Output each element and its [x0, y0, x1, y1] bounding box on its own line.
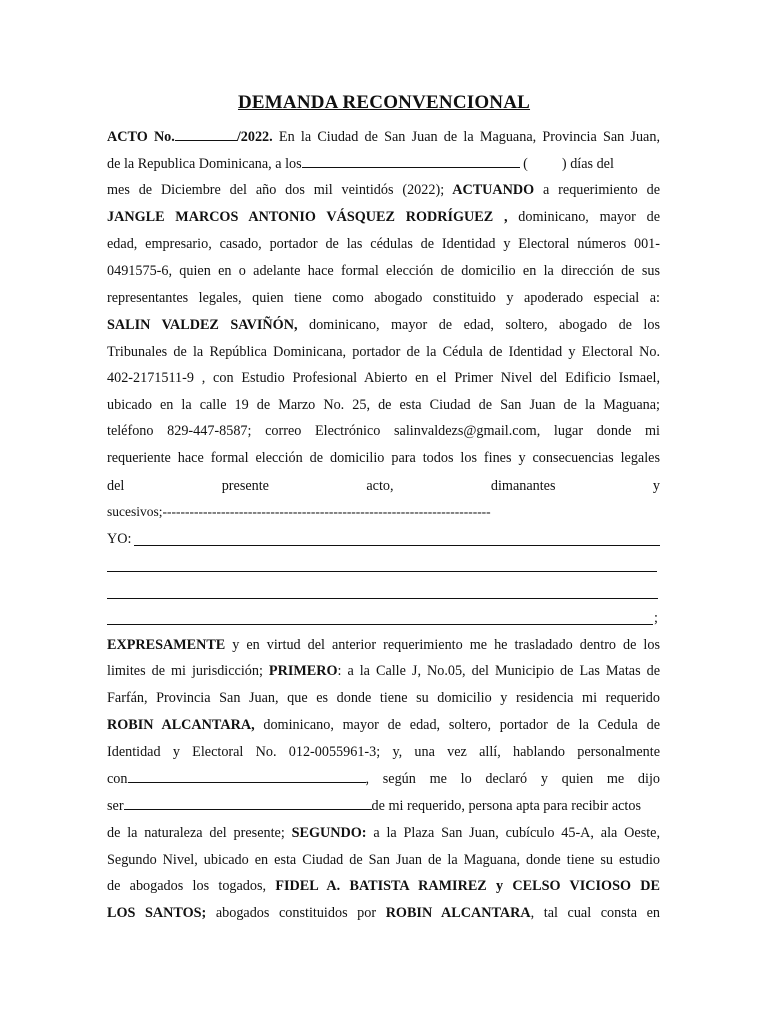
p2-line-7: ser de mi requerido, persona apta para recibir actos	[107, 793, 660, 819]
p1-line-4: JANGLE MARCOS ANTONIO VÁSQUEZ RODRÍGUEZ , dominicano, mayor de	[107, 209, 660, 225]
p1-line-15: sucesivos;-------------------------------------------------------------------------	[107, 504, 491, 519]
p1-line-2: de la Republica Dominicana, a los ( ) días del	[107, 151, 660, 177]
p2-line-6: con , según me lo declaró y quien me dijo	[107, 766, 660, 792]
p1-line-1: ACTO No. /2022. En la Ciudad de San Juan de la Maguana, Provincia San Juan,	[107, 124, 660, 150]
p1-line-13: requeriente hace formal elección de domicilio para todos los fines y consecuencias legales	[107, 450, 660, 466]
p1-line-14: del presente acto, dimanantes y	[107, 478, 660, 494]
yo-label: YO:	[107, 531, 132, 547]
ser-blank	[124, 793, 372, 810]
p1-line-8: SALIN VALDEZ SAVIÑÓN, dominicano, mayor de edad, soltero, abogado de los	[107, 317, 660, 333]
p1-line-6: 0491575-6, quien en o adelante hace formal elección de domicilio en la dirección de sus	[107, 263, 660, 279]
p1-line-12: teléfono 829-447-8587; correo Electrónico salinvaldezs@gmail.com, lugar donde mi	[107, 423, 660, 439]
yo-end-semicolon: ;	[654, 610, 658, 626]
p2-line-4: ROBIN ALCANTARA, dominicano, mayor de edad, soltero, portador de la Cedula de	[107, 717, 660, 733]
p2-line-5: Identidad y Electoral No. 012-0055961-3; y, una vez allí, hablando personalmente	[107, 744, 660, 760]
p2-line-2: limites de mi jurisdicción; PRIMERO: a la Calle J, No.05, del Municipio de Las Matas de	[107, 663, 660, 679]
p1-line-5: edad, empresario, casado, portador de las cédulas de Identidad y Electoral números 001-	[107, 236, 660, 252]
p1-line-9: Tribunales de la República Dominicana, portador de la Cédula de Identidad y Electoral No.	[107, 344, 660, 360]
p1-line-11: ubicado en la calle 19 de Marzo No. 25, de esta Ciudad de San Juan de la Maguana;	[107, 397, 660, 413]
yo-blank-line-1	[134, 545, 660, 546]
p2-line-11: LOS SANTOS; abogados constituidos por ROBIN ALCANTARA, tal cual consta en	[107, 905, 660, 921]
p2-line-10: de abogados los togados, FIDEL A. BATISTA RAMIREZ y CELSO VICIOSO DE	[107, 878, 661, 894]
con-blank	[128, 766, 366, 783]
yo-blank-line-4	[107, 624, 653, 625]
p2-line-3: Farfán, Provincia San Juan, que es donde tiene su domicilio y residencia mi requerido	[107, 690, 660, 706]
acto-number-blank	[175, 124, 237, 141]
p1-line-7: representantes legales, quien tiene como abogado constituido y apoderado especial a:	[107, 290, 660, 306]
p1-line-3: mes de Diciembre del año dos mil veintidós (2022); ACTUANDO a requerimiento de	[107, 182, 660, 198]
yo-blank-line-3	[107, 598, 658, 599]
p1-line-10: 402-2171511-9 , con Estudio Profesional Abierto en el Primer Nivel del Edificio Ismael,	[107, 370, 660, 386]
p2-line-8: de la naturaleza del presente; SEGUNDO: a la Plaza San Juan, cubículo 45-A, ala Oeste,	[107, 825, 660, 841]
day-blank	[302, 151, 520, 168]
document-title: DEMANDA RECONVENCIONAL	[237, 92, 531, 113]
yo-blank-line-2	[107, 571, 657, 572]
p2-line-1: EXPRESAMENTE y en virtud del anterior requerimiento me he trasladado dentro de los	[107, 637, 660, 653]
p2-line-9: Segundo Nivel, ubicado en esta Ciudad de San Juan de la Maguana, donde tiene su estudio	[107, 852, 660, 868]
